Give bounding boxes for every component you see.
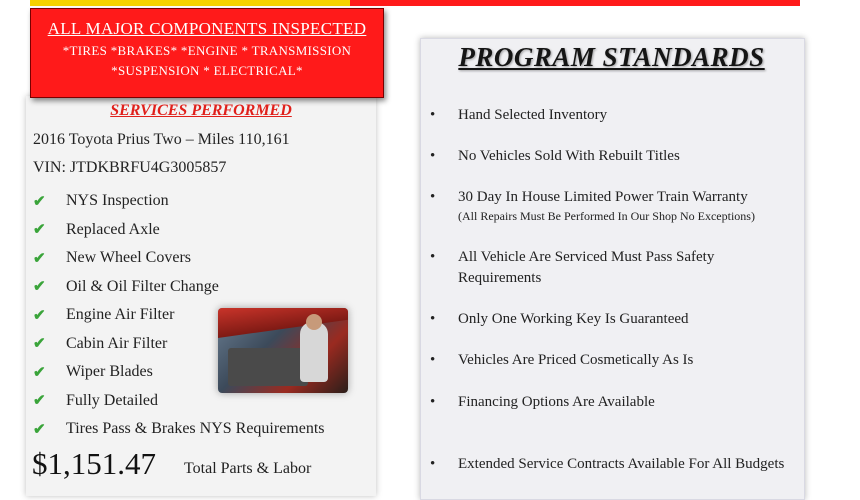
service-label: New Wheel Covers	[66, 249, 191, 267]
service-label: NYS Inspection	[66, 192, 169, 210]
standard-text: 30 Day In House Limited Power Train Warranty	[458, 189, 748, 205]
list-item	[33, 415, 325, 444]
bullet-icon: •	[430, 352, 436, 368]
service-label: Tires Pass & Brakes NYS Requirements	[66, 420, 325, 438]
vin-number: VIN: JTDKBRFU4G3005857	[33, 159, 227, 176]
service-label: Replaced Axle	[66, 220, 160, 238]
checkmark-icon: ✔	[33, 250, 46, 267]
standard-text: All Vehicle Are Serviced Must Pass Safety Requirements	[458, 249, 715, 286]
bullet-icon: •	[430, 249, 436, 265]
top-yellow-bar	[30, 0, 350, 6]
bullet-icon: •	[430, 107, 436, 123]
total-price: $1,151.47	[32, 446, 156, 481]
standard-text: Only One Working Key Is Guaranteed	[458, 311, 689, 327]
bullet-icon: •	[430, 311, 436, 327]
top-red-bar	[350, 0, 800, 6]
banner-line-1: *TIRES *BRAKES* *ENGINE * TRANSMISSION	[62, 43, 352, 58]
vehicle-description: 2016 Toyota Prius Two – Miles 110,161	[33, 131, 290, 148]
list-item	[33, 244, 325, 273]
service-label: Oil & Oil Filter Change	[66, 277, 219, 295]
checkmark-icon: ✔	[33, 336, 46, 353]
service-label: Fully Detailed	[66, 391, 158, 409]
standard-subtext: (All Repairs Must Be Performed In Our Shop No Exceptions)	[458, 209, 755, 223]
banner-line-2: *SUSPENSION * ELECTRICAL*	[111, 63, 303, 78]
standard-text: Hand Selected Inventory	[458, 107, 608, 123]
services-heading: SERVICES PERFORMED	[110, 102, 292, 119]
bullet-icon: •	[430, 148, 436, 164]
bullet-icon: •	[430, 189, 436, 205]
mechanic-shape	[300, 322, 328, 382]
components-inspected-banner	[30, 8, 384, 98]
list-item	[33, 216, 325, 245]
checkmark-icon: ✔	[33, 193, 46, 210]
mechanic-head-shape	[306, 314, 322, 330]
standard-text: Financing Options Are Available	[458, 394, 655, 410]
program-standards-title: PROGRAM STANDARDS	[458, 42, 765, 72]
service-label: Engine Air Filter	[66, 306, 175, 324]
mechanic-photo	[218, 308, 348, 393]
checkmark-icon: ✔	[33, 279, 46, 296]
service-label: Wiper Blades	[66, 363, 153, 381]
total-price-label: Total Parts & Labor	[184, 460, 312, 477]
list-item	[33, 273, 325, 302]
engine-shape	[228, 348, 308, 386]
checkmark-icon: ✔	[33, 364, 46, 381]
service-label: Cabin Air Filter	[66, 334, 168, 352]
car-hood-shape	[218, 308, 348, 338]
standard-text: No Vehicles Sold With Rebuilt Titles	[458, 148, 680, 164]
checkmark-icon: ✔	[33, 393, 46, 410]
banner-title: ALL MAJOR COMPONENTS INSPECTED	[47, 19, 367, 38]
bullet-icon: •	[430, 456, 436, 472]
list-item	[33, 187, 325, 216]
standard-text: Extended Service Contracts Available For All Budgets	[458, 456, 785, 472]
bullet-icon: •	[430, 394, 436, 410]
checkmark-icon: ✔	[33, 222, 46, 239]
standard-text: Vehicles Are Priced Cosmetically As Is	[458, 352, 694, 368]
checkmark-icon: ✔	[33, 307, 46, 324]
checkmark-icon: ✔	[33, 421, 46, 438]
